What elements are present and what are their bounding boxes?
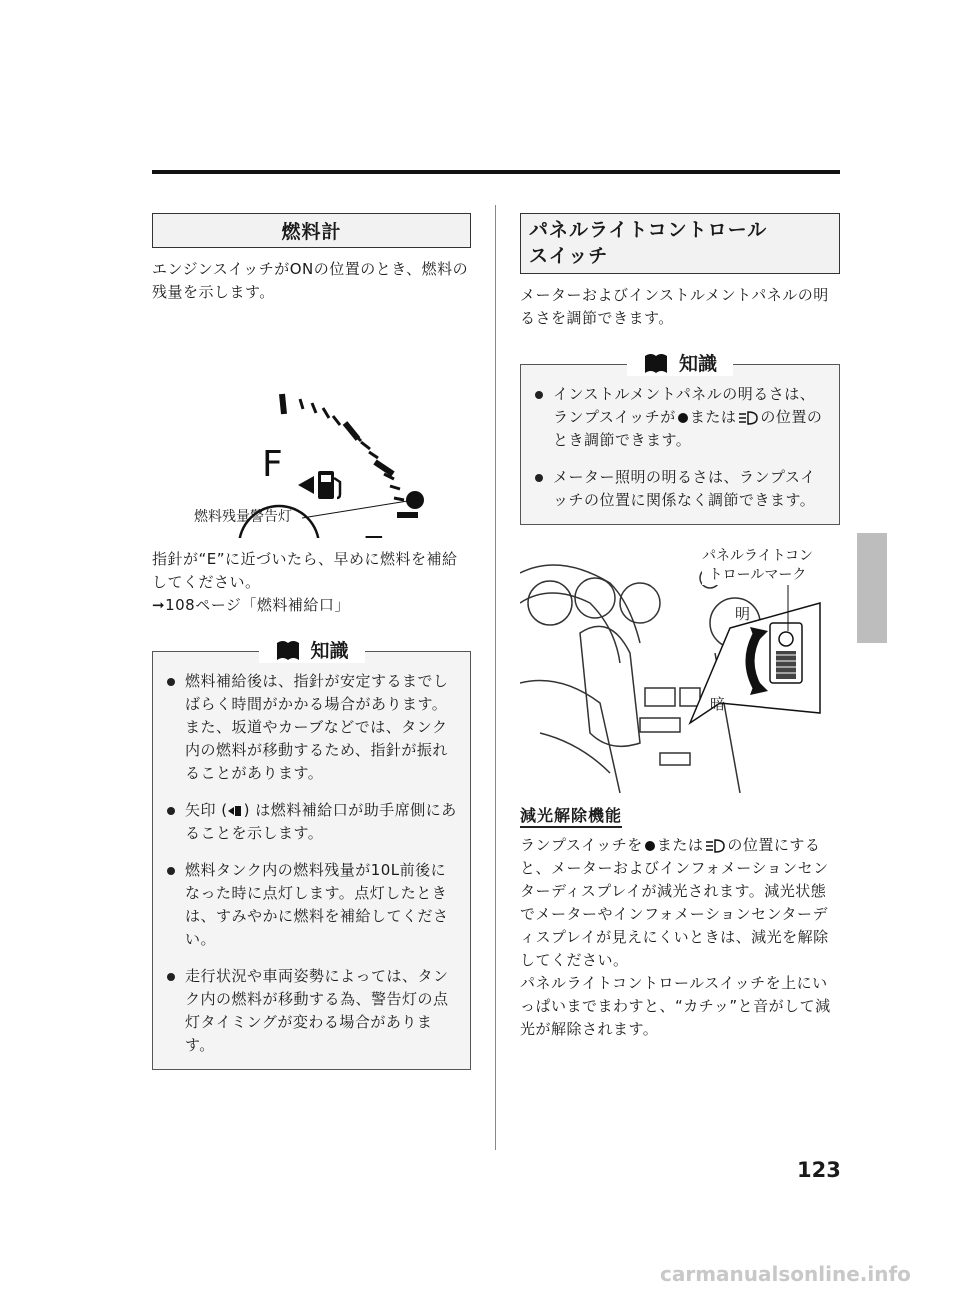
- right-column: [520, 213, 840, 1041]
- left-column: [152, 213, 471, 1070]
- panel-light-title-line1: パネルライトコントロール: [529, 219, 768, 241]
- headlamp-icon: [738, 411, 758, 425]
- panel-light-mark-label: [702, 547, 813, 585]
- dimming-c: の位置にすると、メーターおよびインフォメーションセンターディスプレイが減光されます。減光状態でメーターやインフォメーションセンターディスプレイが見えにくいときは、減光を解除してください。: [520, 836, 829, 970]
- mark-label-line1: パネルライトコン: [702, 548, 814, 565]
- knowledge-item: 燃料タンク内の燃料残量が10L前後になった時に点灯します。点灯したときは、すみやかに燃料を補給してください。: [167, 859, 458, 951]
- knowledge-heading: [627, 349, 733, 376]
- fuel-pump-icon: [318, 471, 340, 499]
- arrow-left-icon: [298, 476, 314, 494]
- panel-light-title-line2: スイッチ: [529, 244, 609, 267]
- column-divider: [495, 205, 496, 1150]
- knowledge-item: 燃料補給後は、指針が安定するまでしばらく時間がかかる場合があります。また、坂道やカーブなどでは、タンク内の燃料が移動するため、指針が振れることがあります。: [167, 670, 458, 785]
- dimming-para1: [520, 834, 840, 972]
- fuel-refuel-link[interactable]: ➞108ページ「燃料補給口」: [152, 596, 350, 614]
- parking-lamp-icon: [678, 413, 688, 423]
- dark-label: 暗: [710, 695, 726, 714]
- book-icon: [274, 639, 300, 661]
- knowledge-title: 知識: [678, 353, 718, 376]
- panel-light-title: [520, 213, 840, 274]
- dimming-a: ランプスイッチを: [520, 836, 643, 855]
- knowledge-heading: [258, 636, 364, 663]
- knowledge-item: [167, 799, 458, 845]
- dimming-b: または: [656, 836, 704, 855]
- item1-a: インストルメントパネルの明るさは、ランプスイッチが: [553, 385, 816, 427]
- warning-leader-line: [302, 498, 422, 528]
- fuel-para1: 指針が“E”に近づいたら、早めに燃料を補給してください。: [152, 550, 458, 591]
- arrow-suffix: ): [243, 801, 256, 819]
- item1-c: の位置のとき調節できます。: [553, 408, 823, 450]
- dashboard-illustration: [520, 543, 840, 793]
- item1-b: または: [689, 408, 737, 427]
- knowledge-item: 走行状況や車両姿勢によっては、タンク内の燃料が移動する為、警告灯の点灯タイミングが変わる場合があります。: [167, 965, 458, 1057]
- fuel-warning-label: 燃料残量警告灯: [194, 509, 292, 525]
- arrow-text: は燃料補給口が助手席側にあることを示します。: [185, 801, 457, 842]
- f-label: F: [262, 444, 283, 485]
- e-label: [362, 530, 385, 538]
- knowledge-title: 知識: [310, 640, 349, 662]
- fuel-door-arrow-icon: [228, 804, 244, 818]
- knowledge-item: メーター照明の明るさは、ランプスイッチの位置に関係なく調節できます。: [535, 466, 827, 512]
- dimming-para2: パネルライトコントロールスイッチを上にいっぱいまでまわすと、“カチッ”と音がして減光が解除されます。: [520, 974, 831, 1039]
- dimming-cancel-heading: 減光解除機能: [520, 803, 622, 828]
- fuel-gauge-intro: エンジンスイッチがONの位置のとき、燃料の残量を示します。: [152, 260, 469, 301]
- panel-light-intro: メーターおよびインストルメントパネルの明るさを調節できます。: [520, 286, 829, 328]
- watermark: carmanualsonline.info: [660, 1262, 911, 1286]
- headlamp-icon: [705, 839, 725, 853]
- chapter-tab: [857, 533, 887, 643]
- page-number: 123: [797, 1158, 841, 1182]
- fuel-gauge-illustration: [152, 308, 471, 538]
- knowledge-box-fuel: [152, 640, 471, 1070]
- knowledge-item: [535, 383, 827, 452]
- bright-label: 明: [735, 605, 751, 624]
- header-rule: [152, 170, 840, 174]
- mark-label-line2: トロールマーク: [708, 567, 807, 584]
- fuel-gauge-title: 燃料計: [152, 213, 471, 248]
- arrow-prefix: 矢印 (: [185, 801, 228, 819]
- knowledge-box-panel: [520, 353, 840, 525]
- parking-lamp-icon: [645, 841, 655, 851]
- book-icon: [643, 352, 669, 374]
